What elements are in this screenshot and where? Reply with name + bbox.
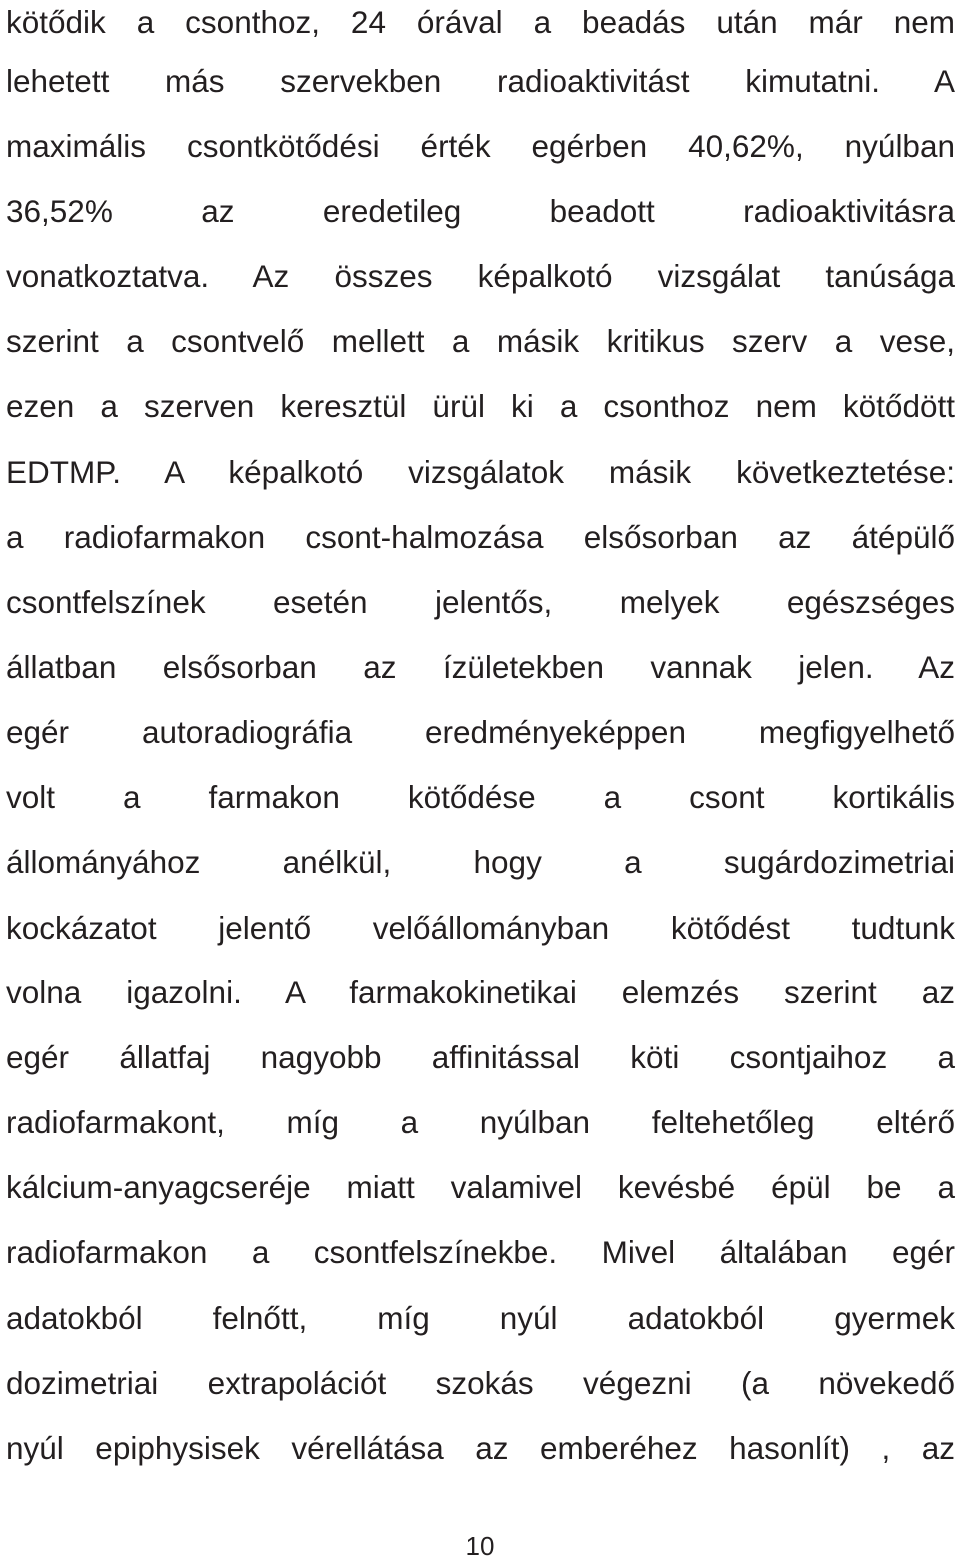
text-line: a radiofarmakon csont-halmozása elsősorban az átépülő <box>6 519 955 555</box>
text-line: szerint a csontvelő mellett a másik kritikus szerv a vese, <box>6 323 955 359</box>
text-line: vonatkoztatva. Az összes képalkotó vizsgálat tanúsága <box>6 258 955 294</box>
text-line: EDTMP. A képalkotó vizsgálatok másik következtetése: <box>6 454 955 490</box>
text-line: 36,52% az eredetileg beadott radioaktivitásra <box>6 193 955 229</box>
text-line: radiofarmakont, míg a nyúlban feltehetőleg eltérő <box>6 1104 955 1140</box>
text-line: kötődik a csonthoz, 24 órával a beadás után már nem <box>6 4 955 40</box>
page-number: 10 <box>465 1531 495 1561</box>
text-line: állatban elsősorban az ízületekben vannak jelen. Az <box>6 649 955 685</box>
text-line: kálcium-anyagcseréje miatt valamivel kevésbé épül be a <box>6 1169 955 1205</box>
text-line: radiofarmakon a csontfelszínekbe. Mivel általában egér <box>6 1234 955 1270</box>
text-line: adatokból felnőtt, míg nyúl adatokból gyermek <box>6 1300 955 1336</box>
text-line: csontfelszínek esetén jelentős, melyek egészséges <box>6 584 955 620</box>
text-line: kockázatot jelentő velőállományban kötődést tudtunk <box>6 910 955 946</box>
text-line: ezen a szerven keresztül ürül ki a csonthoz nem kötődött <box>6 388 955 424</box>
text-line: volt a farmakon kötődése a csont kortikális <box>6 779 955 815</box>
text-line: állományához anélkül, hogy a sugárdozimetriai <box>6 844 955 880</box>
text-line: dozimetriai extrapolációt szokás végezni (a növekedő <box>6 1365 955 1401</box>
text-line: nyúl epiphysisek vérellátása az emberéhez hasonlít) , az <box>6 1430 955 1466</box>
text-line: egér állatfaj nagyobb affinitással köti csontjaihoz a <box>6 1039 955 1075</box>
text-line: volna igazolni. A farmakokinetikai elemzés szerint az <box>6 974 955 1010</box>
text-line: maximális csontkötődési érték egérben 40,62%, nyúlban <box>6 128 955 164</box>
text-line: egér autoradiográfia eredményeképpen megfigyelhető <box>6 714 955 750</box>
text-line: lehetett más szervekben radioaktivitást kimutatni. A <box>6 63 955 99</box>
